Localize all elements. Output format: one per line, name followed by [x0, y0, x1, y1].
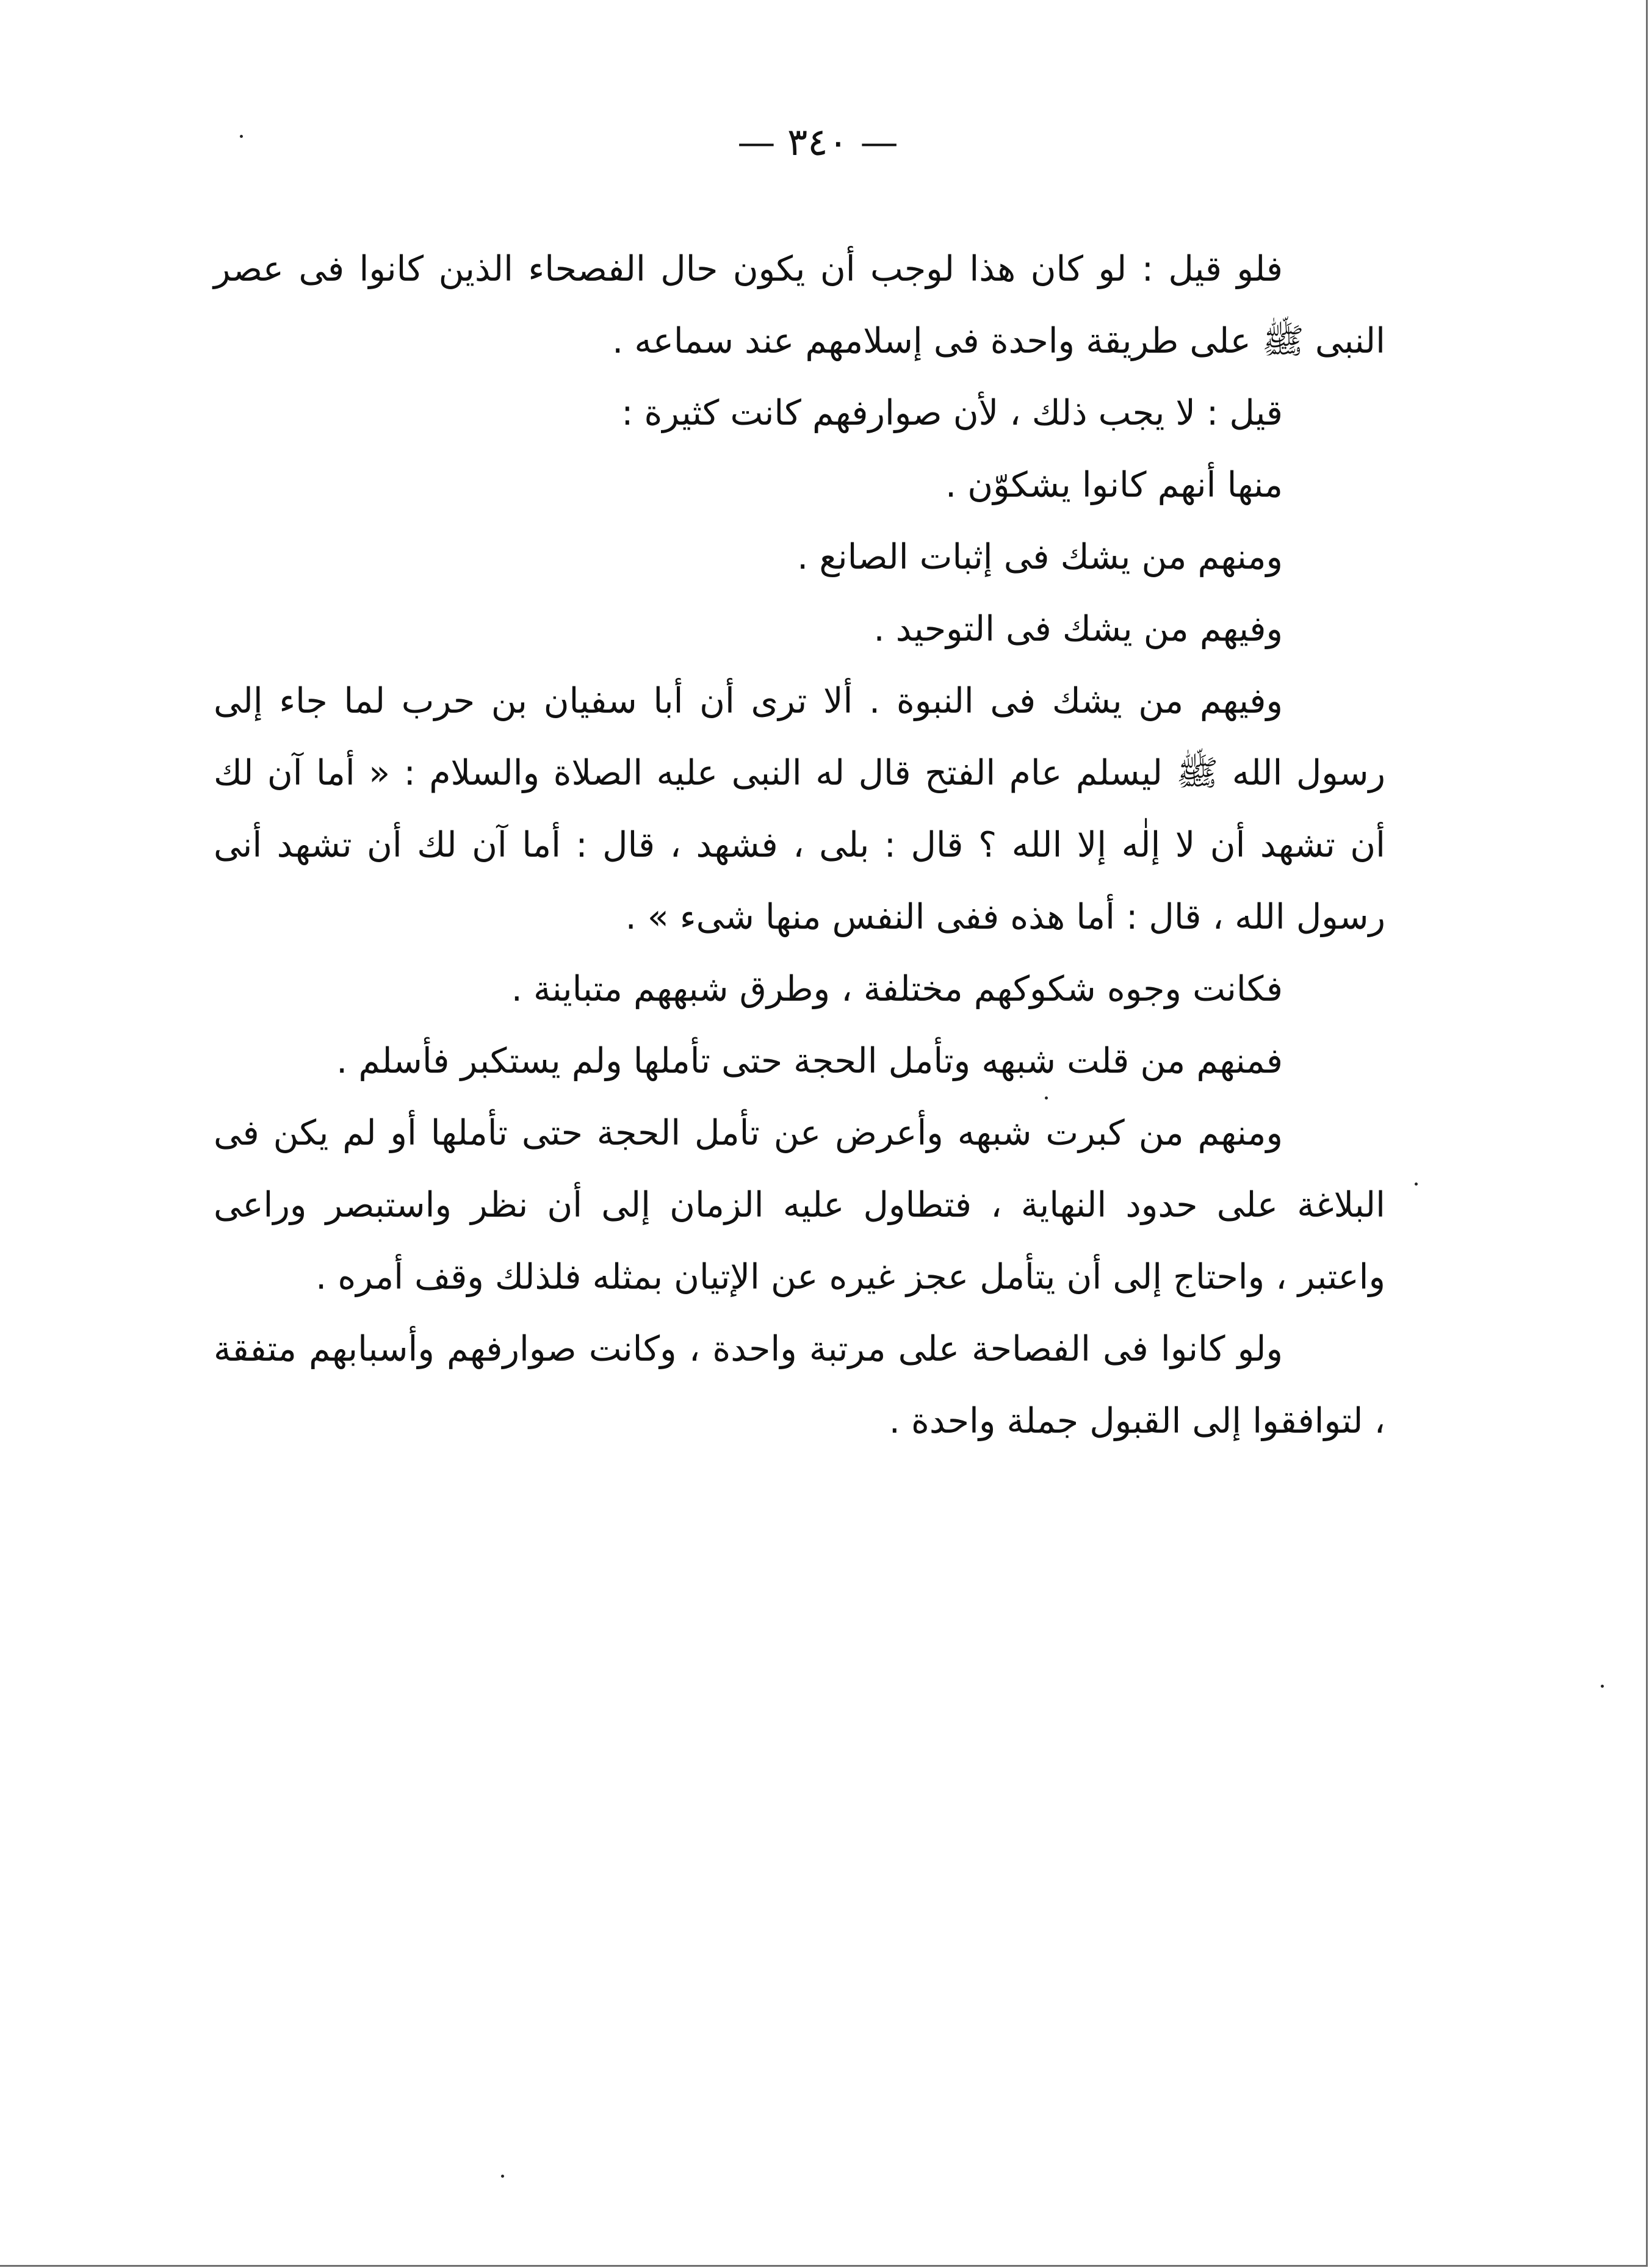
paragraph-doubters: منها أنهم كانوا يشكوّن . — [945, 465, 1283, 505]
paragraph-many-doubts: ومنهم من كبرت شبهه وأعرض عن تأمل الحجة حتى تأملها أو لم يكن فى البلاغة على حدود النهاية ، فتطاول عليه الزمان إلى أن نظر واستبصر وراعى واعتبر ، واحتاج إلى أن يتأمل عجز غيره عن الإتيان بمثله فلذلك وقف أمره . — [214, 1113, 1385, 1297]
page-number: — ٣٤٠ — — [737, 120, 898, 164]
paragraph-objection: فلو قيل : لو كان هذا لوجب أن يكون حال الفصحاء الذين كانوا فى عصر النبى ﷺ على طريقة واحدة فى إسلامهم عند سماعه . — [214, 249, 1385, 361]
scan-speck — [1601, 1685, 1604, 1688]
paragraph-varied-doubts: فكانت وجوه شكوكهم مختلفة ، وطرق شبههم متباينة . — [511, 969, 1283, 1009]
scan-speck — [240, 135, 243, 138]
paragraph-conclusion: ولو كانوا فى الفصاحة على مرتبة واحدة ، وكانت صوارفهم وأسبابهم متفقة ، لتوافقوا إلى القبول جملة واحدة . — [214, 1329, 1385, 1441]
scan-speck — [1415, 1183, 1418, 1186]
paragraph-tawhid-doubt: وفيهم من يشك فى التوحيد . — [873, 609, 1283, 649]
paragraph-creator-doubt: ومنهم من يشك فى إثبات الصانع . — [797, 537, 1283, 577]
paragraph-few-doubts: فمنهم من قلت شبهه وتأمل الحجة حتى تأملها ولم يستكبر فأسلم . — [336, 1041, 1283, 1081]
scan-speck — [1045, 1096, 1048, 1100]
scan-speck — [501, 2175, 504, 2178]
body-text — [214, 233, 1385, 1457]
paragraph-prophethood-doubt: وفيهم من يشك فى النبوة . ألا ترى أن أبا سفيان بن حرب لما جاء إلى رسول الله ﷺ ليسلم عام الفتح قال له النبى عليه الصلاة والسلام : « أما آن لك أن تشهد أن لا إلٰه إلا الله ؟ قال : بلى ، فشهد ، قال : أما آن لك أن تشهد أنى رسول الله ، قال : أما هذه ففى النفس منها شىء » . — [214, 681, 1385, 937]
paragraph-reply: قيل : لا يجب ذلك ، لأن صوارفهم كانت كثيرة : — [621, 393, 1283, 433]
